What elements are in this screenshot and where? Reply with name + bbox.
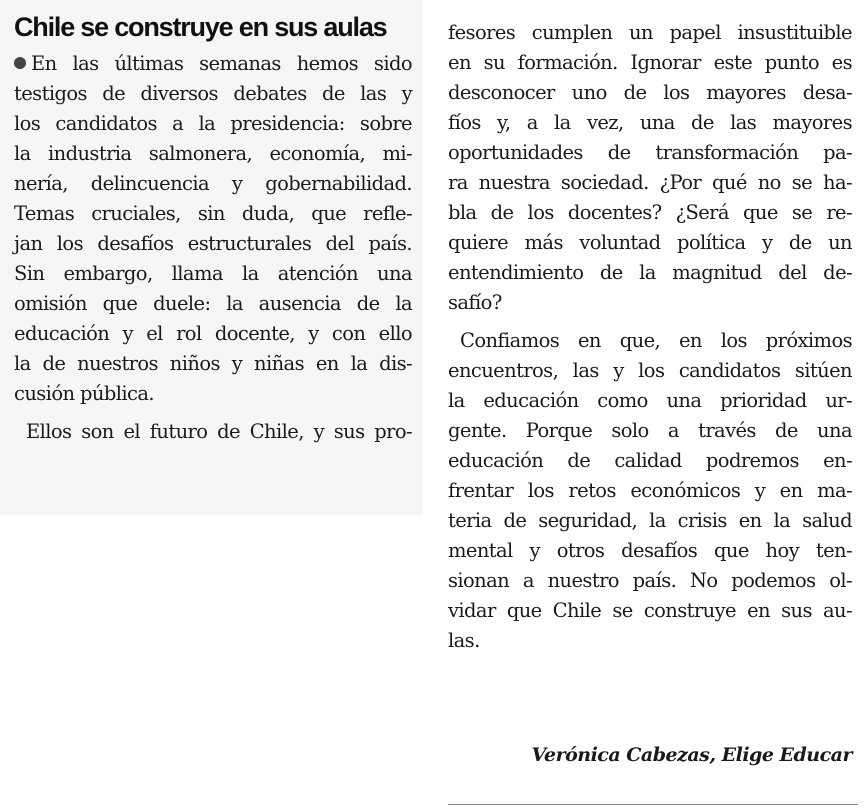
body-line: sionan a nuestro país. No podemos ol- <box>448 569 852 592</box>
body-line: Ellos son el futuro de Chile, y sus pro- <box>26 420 412 443</box>
body-line: frentar los retos económicos y en ma- <box>448 479 852 502</box>
left-column <box>0 0 426 447</box>
body-line: jan los desafíos estructurales del país. <box>14 232 412 255</box>
body-line: bla de los docentes? ¿Será que se re- <box>448 201 852 224</box>
body-line: En las últimas semanas hemos sido <box>14 49 412 79</box>
body-line: oportunidades de transformación pa- <box>448 141 852 164</box>
body-line: encuentros, las y los candidatos sitúen <box>448 359 852 382</box>
body-line: mental y otros desafíos que hoy ten- <box>448 539 852 562</box>
body-line: testigos de diversos debates de las y <box>14 82 412 105</box>
body-line: la de nuestros niños y niñas en la dis- <box>14 352 412 375</box>
body-line: nería, delincuencia y gobernabilidad. <box>14 172 412 195</box>
body-line: safío? <box>448 291 502 314</box>
body-line: en su formación. Ignorar este punto es <box>448 51 852 74</box>
body-line: Sin embargo, llama la atención una <box>14 262 412 285</box>
body-line: teria de seguridad, la crisis en la salud <box>448 509 852 532</box>
body-line: los candidatos a la presidencia: sobre <box>14 112 412 135</box>
body-line: cusión pública. <box>14 382 154 405</box>
body-line: fíos y, a la vez, una de las mayores <box>448 111 852 134</box>
body-line: vidar que Chile se construye en sus au- <box>448 599 852 622</box>
body-line: Temas cruciales, sin duda, que refle- <box>14 202 412 225</box>
body-line: Confiamos en que, en los próximos <box>460 329 852 352</box>
body-line: educación de calidad podremos en- <box>448 449 852 472</box>
author-signature: Verónica Cabezas, Elige Educar <box>531 744 852 766</box>
body-line: omisión que duele: la ausencia de la <box>14 292 412 315</box>
body-line: las. <box>448 629 480 652</box>
bottom-divider <box>448 804 858 805</box>
paragraph-gap <box>14 409 426 417</box>
body-line: la educación como una prioridad ur- <box>448 389 852 412</box>
bullet-icon <box>14 57 26 69</box>
body-line: fesores cumplen un papel insustituible <box>448 21 852 44</box>
article-headline: Chile se construye en sus aulas <box>14 12 387 42</box>
paragraph-gap <box>448 318 852 326</box>
body-line: desconocer uno de los mayores desa- <box>448 81 852 104</box>
body-line: quiere más voluntad política y de un <box>448 231 852 254</box>
body-line: entendimiento de la magnitud del de- <box>448 261 852 284</box>
body-line: la industria salmonera, economía, mi- <box>14 142 412 165</box>
right-column <box>448 0 852 656</box>
body-line: educación y el rol docente, y con ello <box>14 322 412 345</box>
body-line: gente. Porque solo a través de una <box>448 419 852 442</box>
body-line: ra nuestra sociedad. ¿Por qué no se ha- <box>448 171 852 194</box>
